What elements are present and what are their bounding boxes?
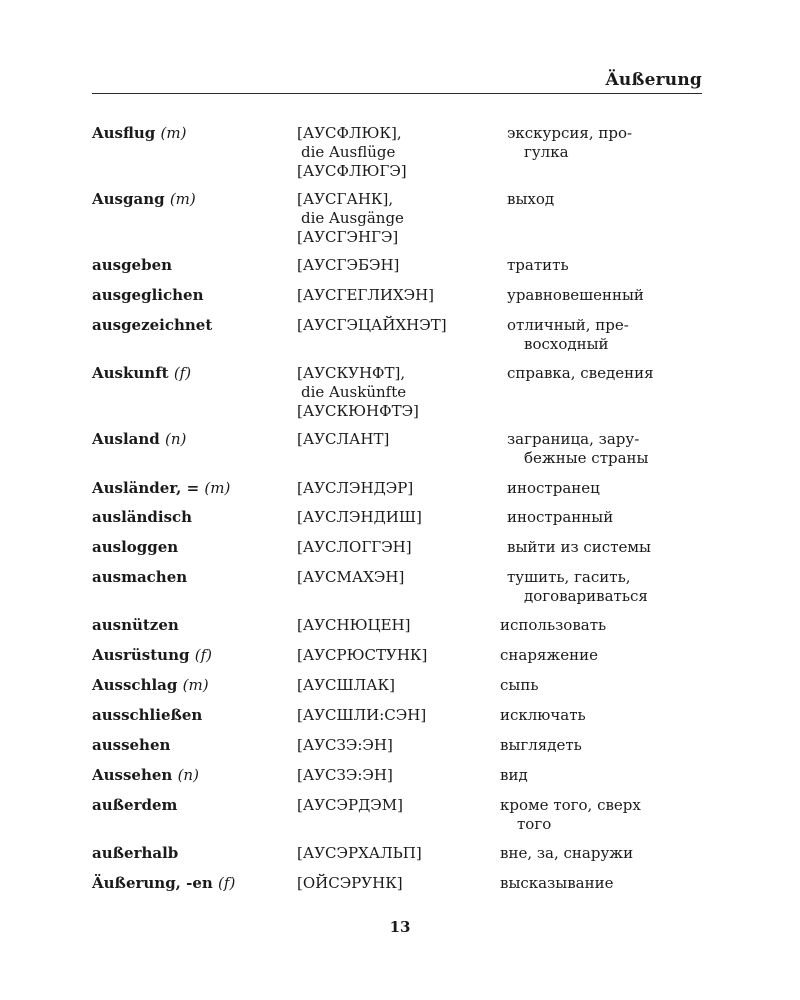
gender-marker: (n): [165, 430, 187, 448]
pronunciation-line: [АУСФЛЮГЭ]: [297, 162, 407, 180]
pronunciation: [297, 874, 497, 893]
translation-line: справка, сведения: [507, 364, 654, 382]
pronunciation-line: [АУСГЭБЭН]: [297, 256, 400, 274]
gender-marker: (m): [204, 479, 231, 497]
pronunciation: [297, 364, 497, 421]
translation-line: иностранец: [507, 479, 600, 497]
translation: [500, 844, 710, 863]
translation-line: вне, за, снаружи: [500, 844, 634, 862]
gender-marker: (n): [177, 766, 199, 784]
headword: [92, 190, 292, 209]
translation: [500, 736, 710, 755]
headword-text: außerhalb: [92, 844, 179, 862]
translation: [507, 479, 717, 498]
translation: [500, 706, 710, 725]
pronunciation: [297, 430, 497, 449]
pronunciation-line: [АУСФЛЮК],: [297, 124, 402, 142]
translation: [507, 364, 717, 383]
translation-line: тратить: [507, 256, 569, 274]
translation: [500, 616, 710, 635]
pronunciation-line: [АУСЗЭ:ЭН]: [297, 766, 393, 784]
translation-line: выйти из системы: [507, 538, 651, 556]
translation: [507, 538, 717, 557]
headword: [92, 568, 292, 587]
gender-marker: (m): [160, 124, 187, 142]
pronunciation: [297, 479, 497, 498]
headword-text: ausmachen: [92, 568, 188, 586]
headword: [92, 706, 292, 725]
translation: [507, 190, 717, 209]
headword-text: ausnützen: [92, 616, 179, 634]
pronunciation-line: die Auskünfte: [301, 383, 407, 401]
headword: [92, 796, 292, 815]
pronunciation: [297, 766, 497, 785]
pronunciation: [297, 844, 497, 863]
pronunciation-line: [АУСЛОГГЭН]: [297, 538, 412, 556]
headword-text: ausgeglichen: [92, 286, 204, 304]
pronunciation: [297, 706, 497, 725]
pronunciation: [297, 286, 497, 305]
translation: [507, 316, 717, 354]
translation: [507, 124, 717, 162]
headword: [92, 646, 292, 665]
translation-line: использовать: [500, 616, 607, 634]
pronunciation-line: [АУСЗЭ:ЭН]: [297, 736, 393, 754]
headword: [92, 844, 292, 863]
pronunciation-line: [АУСЭРХАЛЬП]: [297, 844, 422, 862]
translation: [500, 796, 710, 834]
headword-text: ausschließen: [92, 706, 203, 724]
headword: [92, 676, 292, 695]
headword-text: Ausland: [92, 430, 160, 448]
pronunciation-line: [АУСШЛИ:СЭН]: [297, 706, 427, 724]
translation-line: выглядеть: [500, 736, 582, 754]
translation-line: иностранный: [507, 508, 614, 526]
headword-text: außerdem: [92, 796, 178, 814]
translation: [507, 256, 717, 275]
headword-text: ausgeben: [92, 256, 173, 274]
translation-line: отличный, пре-: [507, 316, 629, 334]
headword: [92, 124, 292, 143]
translation: [500, 646, 710, 665]
pronunciation-line: [АУСШЛАК]: [297, 676, 395, 694]
page-number: 13: [389, 918, 411, 936]
pronunciation-line: [АУСНЮЦЕН]: [297, 616, 411, 634]
headword: [92, 316, 292, 335]
gender-marker: (f): [194, 646, 212, 664]
translation: [507, 508, 717, 527]
pronunciation-line: die Ausflüge: [301, 143, 396, 161]
pronunciation-line: [АУСЛЭНДИШ]: [297, 508, 422, 526]
headword-text: ausländisch: [92, 508, 193, 526]
pronunciation: [297, 616, 497, 635]
headword: [92, 430, 292, 449]
pronunciation: [297, 646, 497, 665]
pronunciation: [297, 736, 497, 755]
translation-line: вид: [500, 766, 528, 784]
gender-marker: (f): [173, 364, 192, 382]
translation: [507, 286, 717, 305]
headword-text: Ausländer, =: [92, 479, 200, 497]
headword-text: Auskunft: [92, 364, 169, 382]
pronunciation-line: [АУСКУНФТ],: [297, 364, 406, 382]
translation-line: договариваться: [524, 587, 648, 605]
pronunciation-line: [АУСГЭЦАЙХНЭТ]: [297, 316, 447, 334]
headword: [92, 616, 292, 635]
running-header: Äußerung: [605, 70, 702, 90]
translation-line: того: [517, 815, 552, 833]
pronunciation-line: die Ausgänge: [301, 209, 404, 227]
headword: [92, 364, 292, 383]
translation-line: заграница, зару-: [507, 430, 640, 448]
pronunciation: [297, 796, 497, 815]
headword: [92, 736, 292, 755]
translation: [507, 430, 717, 468]
pronunciation-line: [АУСГАНК],: [297, 190, 394, 208]
gender-marker: (m): [182, 676, 209, 694]
headword-text: Aussehen: [92, 766, 173, 784]
translation-line: сыпь: [500, 676, 539, 694]
pronunciation: [297, 190, 497, 247]
pronunciation: [297, 256, 497, 275]
pronunciation-line: [АУСГЕГЛИХЭН]: [297, 286, 435, 304]
headword-text: Ausflug: [92, 124, 156, 142]
pronunciation: [297, 538, 497, 557]
headword: [92, 508, 292, 527]
headword: [92, 256, 292, 275]
pronunciation-line: [АУСЭРДЭМ]: [297, 796, 403, 814]
translation-line: высказывание: [500, 874, 614, 892]
headword: [92, 479, 292, 498]
pronunciation-line: [АУСГЭНГЭ]: [297, 228, 399, 246]
translation-line: бежные страны: [524, 449, 649, 467]
headword: [92, 766, 292, 785]
translation-line: уравновешенный: [507, 286, 644, 304]
headword-text: ausloggen: [92, 538, 179, 556]
pronunciation: [297, 316, 497, 335]
translation: [507, 568, 717, 606]
pronunciation: [297, 124, 497, 181]
headword-text: Ausrüstung: [92, 646, 190, 664]
pronunciation-line: [АУСКЮНФТЭ]: [297, 402, 419, 420]
translation-line: тушить, гасить,: [507, 568, 631, 586]
headword-text: ausgezeichnet: [92, 316, 213, 334]
translation-line: снаряжение: [500, 646, 598, 664]
translation-line: экскурсия, про-: [507, 124, 633, 142]
headword: [92, 286, 292, 305]
pronunciation: [297, 676, 497, 695]
pronunciation-line: [АУСЛЭНДЭР]: [297, 479, 414, 497]
headword-text: Ausschlag: [92, 676, 178, 694]
translation: [500, 766, 710, 785]
translation-line: исключать: [500, 706, 586, 724]
headword-text: Äußerung, -en: [92, 874, 213, 892]
translation-line: кроме того, сверх: [500, 796, 641, 814]
translation-line: выход: [507, 190, 555, 208]
headword: [92, 874, 292, 893]
translation: [500, 676, 710, 695]
pronunciation-line: [ОЙСЭРУНК]: [297, 874, 403, 892]
headword-text: Ausgang: [92, 190, 165, 208]
pronunciation-line: [АУСРЮСТУНК]: [297, 646, 428, 664]
pronunciation-line: [АУСЛАНТ]: [297, 430, 390, 448]
translation-line: восходный: [524, 335, 609, 353]
headword: [92, 538, 292, 557]
translation: [500, 874, 710, 893]
header-rule: [92, 93, 702, 94]
translation-line: гулка: [524, 143, 569, 161]
gender-marker: (f): [218, 874, 236, 892]
pronunciation: [297, 568, 497, 587]
pronunciation-line: [АУСМАХЭН]: [297, 568, 405, 586]
headword-text: aussehen: [92, 736, 171, 754]
gender-marker: (m): [169, 190, 196, 208]
pronunciation: [297, 508, 497, 527]
